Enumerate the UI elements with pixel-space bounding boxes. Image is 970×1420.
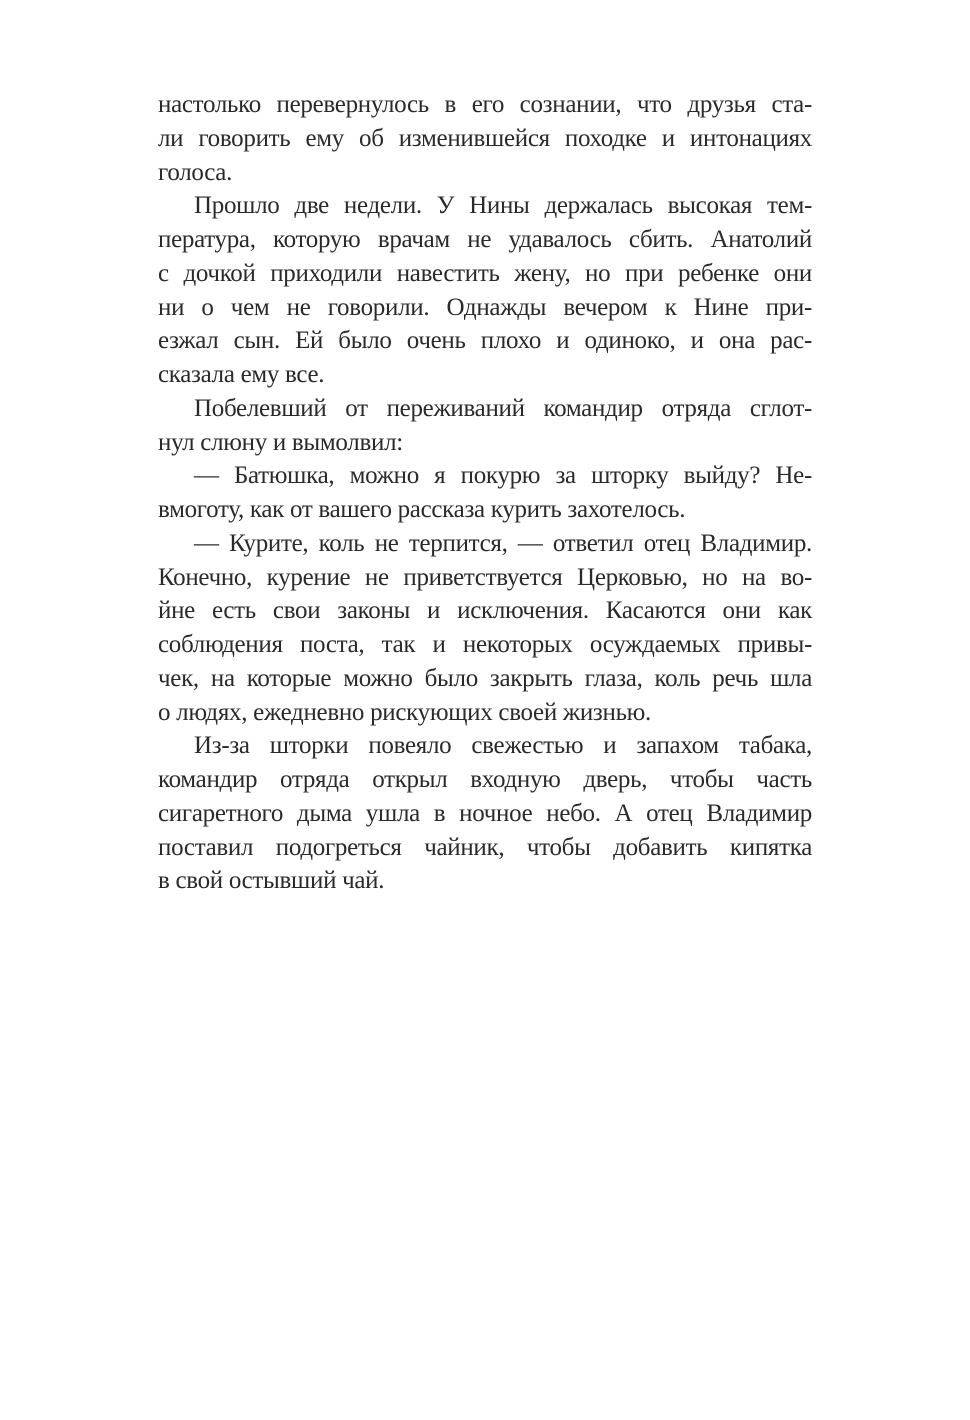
text-line: вмоготу, как от вашего рассказа курить захотелось. xyxy=(158,496,686,523)
text-line: Из-за шторки повеяло свежестью и запахом табака, xyxy=(194,732,812,760)
book-page xyxy=(158,88,812,898)
text-line: йне есть свои законы и исключения. Касаются они как xyxy=(158,597,812,625)
text-line: в свой остывший чай. xyxy=(158,867,385,895)
text-line: Прошло две недели. У Нины держалась высокая тем- xyxy=(194,192,812,220)
text-line: — Батюшка, можно я покурю за шторку выйду? Не- xyxy=(194,462,812,490)
text-line: поставил подогреться чайник, чтобы добавить кипятка xyxy=(158,833,812,861)
paragraph-3 xyxy=(158,392,812,460)
text-line: нул слюну и вымолвил: xyxy=(158,428,403,456)
text-line: чек, на которые можно было закрыть глаза, коль речь шла xyxy=(158,664,812,692)
text-line: — Курите, коль не терпится, — ответил отец Владимир. xyxy=(194,529,812,557)
text-line: голоса. xyxy=(158,158,233,186)
text-line: пература, которую врачам не удавалось сбить. Анатолий xyxy=(158,226,812,253)
text-line: сигаретного дыма ушла в ночное небо. А отец Владимир xyxy=(158,799,812,827)
paragraph-2 xyxy=(158,189,812,392)
text-line: Побелевший от переживаний командир отряда сглот- xyxy=(194,394,812,422)
text-line: настолько перевернулось в его сознании, что друзья ста- xyxy=(158,91,812,118)
text-line: с дочкой приходили навестить жену, но при ребенке они xyxy=(158,259,812,287)
paragraph-6 xyxy=(158,729,812,898)
paragraph-4-dialogue xyxy=(158,459,812,527)
text-line: сказала ему все. xyxy=(158,361,325,388)
text-line: ни о чем не говорили. Однажды вечером к Нине при- xyxy=(158,293,812,321)
text-line: о людях, ежедневно рискующих своей жизнью. xyxy=(158,698,652,726)
text-line: езжал сын. Ей было очень плохо и одиноко, и она рас- xyxy=(158,327,812,355)
text-line: командир отряда открыл входную дверь, чтобы часть xyxy=(158,766,812,793)
text-line: ли говорить ему об изменившейся походке и интонациях xyxy=(158,124,812,152)
paragraph-5-dialogue xyxy=(158,527,812,730)
text-line: соблюдения поста, так и некоторых осуждаемых привы- xyxy=(158,631,812,658)
paragraph-1 xyxy=(158,88,812,189)
text-line: Конечно, курение не приветствуется Церковью, но на во- xyxy=(158,563,812,591)
